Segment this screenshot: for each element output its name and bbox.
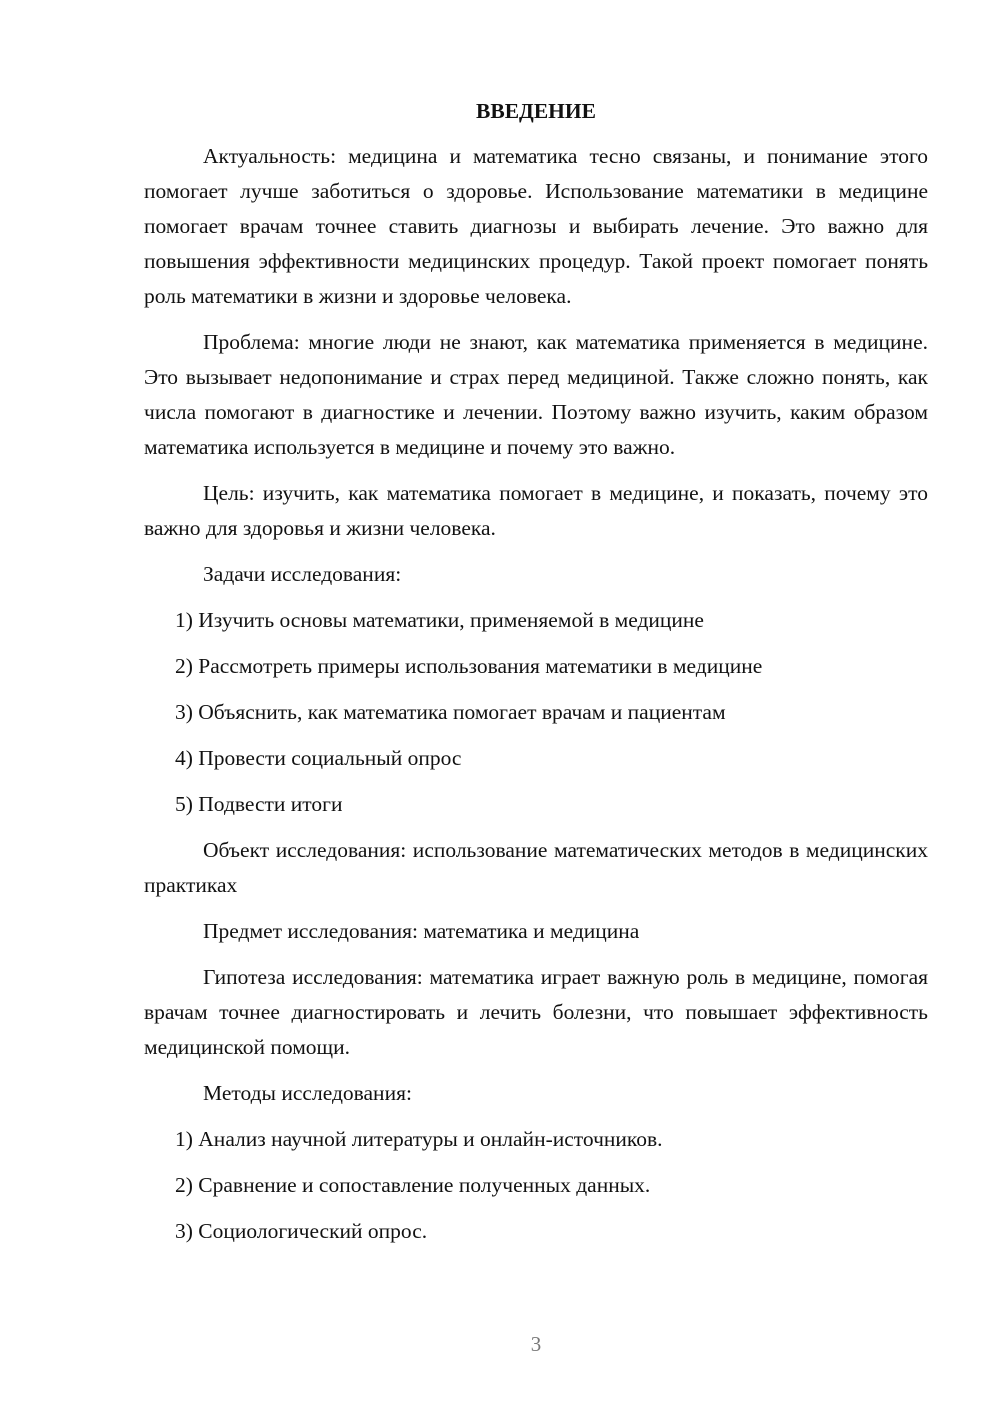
goal-paragraph: Цель: изучить, как математика помогает в медицине, и показать, почему это важно для здоровья и жизни человека.: [144, 481, 928, 540]
document-page: [144, 94, 928, 1260]
object-paragraph: Объект исследования: использование математических методов в медицинских практиках: [144, 838, 928, 897]
subject-paragraph: Предмет исследования: математика и медицина: [203, 919, 640, 943]
list-item: 2) Рассмотреть примеры использования математики в медицине: [175, 654, 763, 678]
page-title: ВВЕДЕНИЕ: [476, 99, 596, 123]
list-item: 4) Провести социальный опрос: [175, 746, 462, 770]
list-item: 3) Социологический опрос.: [175, 1219, 428, 1243]
list-item: 2) Сравнение и сопоставление полученных данных.: [175, 1173, 651, 1197]
tasks-list: [144, 603, 928, 822]
relevance-paragraph: Актуальность: медицина и математика тесно связаны, и понимание этого помогает лучше заботиться о здоровье. Использование математики в медицине помогает врачам точнее ставить диагнозы и выбирать лечение. Это важно для повышения эффективности медицинских процедур. Такой проект помогает понять роль математики в жизни и здоровье человека.: [144, 144, 928, 308]
list-item: 1) Изучить основы математики, применяемой в медицине: [175, 608, 704, 632]
problem-paragraph: Проблема: многие люди не знают, как математика применяется в медицине. Это вызывает недопонимание и страх перед медициной. Также сложно понять, как числа помогают в диагностике и лечении. Поэтому важно изучить, каким образом математика используется в медицине и почему это важно.: [144, 330, 928, 459]
list-item: 5) Подвести итоги: [175, 792, 343, 816]
tasks-heading: Задачи исследования:: [203, 562, 402, 586]
methods-heading: Методы исследования:: [203, 1081, 412, 1105]
list-item: 1) Анализ научной литературы и онлайн-источников.: [175, 1127, 663, 1151]
list-item: 3) Объяснить, как математика помогает врачам и пациентам: [175, 700, 726, 724]
methods-list: [144, 1122, 928, 1249]
hypothesis-paragraph: Гипотеза исследования: математика играет важную роль в медицине, помогая врачам точнее диагностировать и лечить болезни, что повышает эффективность медицинской помощи.: [144, 965, 928, 1059]
page-number: 3: [530, 1332, 542, 1356]
